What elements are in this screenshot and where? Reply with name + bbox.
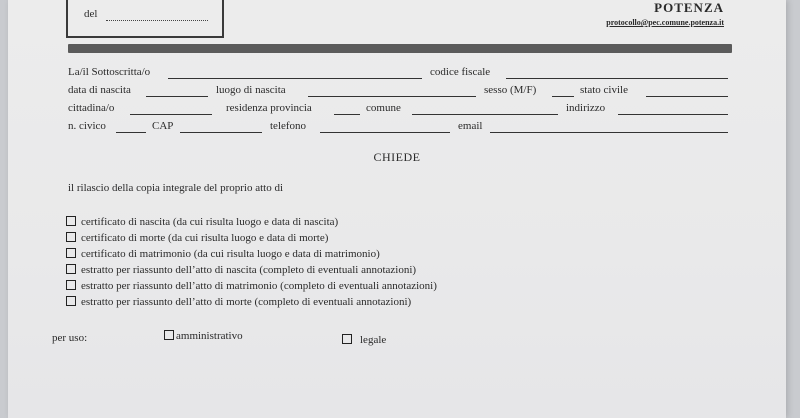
row-sottoscritto — [68, 66, 732, 82]
sesso-field[interactable] — [552, 96, 574, 97]
option-estratto-matrimonio[interactable] — [66, 280, 437, 292]
telefono-label: telefono — [270, 120, 307, 132]
checkbox-estratto-matrimonio[interactable] — [66, 280, 76, 290]
residenza-provincia-label: residenza provincia — [226, 102, 312, 114]
codice-fiscale-field[interactable] — [506, 78, 728, 79]
comune-field[interactable] — [412, 114, 558, 115]
sesso-label: sesso (M/F) — [484, 84, 537, 96]
amministrativo-label: amministrativo — [176, 330, 243, 342]
civico-field[interactable] — [116, 132, 146, 133]
comune-label: comune — [366, 102, 401, 114]
pec-email: protocollo@pec.comune.potenza.it — [606, 18, 724, 27]
legale-label: legale — [360, 334, 387, 346]
option-estratto-matrimonio-label: estratto per riassunto dell’atto di matrimonio (completo di eventuali annotazioni) — [81, 280, 437, 292]
option-nascita[interactable] — [66, 216, 338, 228]
option-matrimonio[interactable] — [66, 248, 380, 260]
option-nascita-label: certificato di nascita (da cui risulta luogo e data di nascita) — [81, 216, 339, 228]
telefono-field[interactable] — [320, 132, 450, 133]
row-contatti — [68, 120, 732, 136]
checkbox-nascita[interactable] — [66, 216, 76, 226]
cap-field[interactable] — [180, 132, 262, 133]
uso-legale[interactable] — [342, 334, 386, 346]
option-estratto-morte-label: estratto per riassunto dell’atto di morte (completo di eventuali annotazioni) — [81, 296, 412, 308]
rilascio-text: il rilascio della copia integrale del proprio atto di — [68, 182, 284, 194]
cap-label: CAP — [152, 120, 174, 132]
luogo-nascita-field[interactable] — [308, 96, 476, 97]
indirizzo-field[interactable] — [618, 114, 728, 115]
header-divider — [68, 44, 732, 53]
del-label: del — [84, 8, 98, 20]
checkbox-matrimonio[interactable] — [66, 248, 76, 258]
del-field[interactable] — [106, 20, 208, 21]
codice-fiscale-label: codice fiscale — [430, 66, 491, 78]
data-nascita-field[interactable] — [146, 96, 208, 97]
option-estratto-nascita[interactable] — [66, 264, 416, 276]
stato-civile-label: stato civile — [580, 84, 628, 96]
city-title: POTENZA — [654, 0, 724, 15]
option-matrimonio-label: certificato di matrimonio (da cui risulta luogo e data di matrimonio) — [81, 248, 380, 260]
row-residenza — [68, 102, 732, 118]
residenza-provincia-field[interactable] — [334, 114, 360, 115]
option-estratto-nascita-label: estratto per riassunto dell’atto di nascita (completo di eventuali annotazioni) — [81, 264, 417, 276]
chiede-heading: CHIEDE — [373, 150, 421, 164]
stato-civile-field[interactable] — [646, 96, 728, 97]
row-nascita — [68, 84, 732, 100]
sottoscritto-label: La/il Sottoscritta/o — [68, 66, 151, 78]
checkbox-estratto-nascita[interactable] — [66, 264, 76, 274]
option-morte[interactable] — [66, 232, 328, 244]
checkbox-estratto-morte[interactable] — [66, 296, 76, 306]
indirizzo-label: indirizzo — [566, 102, 606, 114]
email-field[interactable] — [490, 132, 728, 133]
email-label: email — [458, 120, 483, 132]
checkbox-amministrativo[interactable] — [164, 330, 174, 340]
civico-label: n. civico — [68, 120, 106, 132]
option-estratto-morte[interactable] — [66, 296, 411, 308]
uso-amministrativo[interactable] — [164, 330, 243, 342]
date-box — [66, 0, 224, 38]
cittadino-field[interactable] — [130, 114, 212, 115]
checkbox-morte[interactable] — [66, 232, 76, 242]
sottoscritto-field[interactable] — [168, 78, 422, 79]
form-paper — [8, 0, 786, 418]
uso-label: per uso: — [52, 332, 88, 344]
cittadino-label: cittadina/o — [68, 102, 115, 114]
option-morte-label: certificato di morte (da cui risulta luogo e data di morte) — [81, 232, 329, 244]
data-nascita-label: data di nascita — [68, 84, 131, 96]
luogo-nascita-label: luogo di nascita — [216, 84, 286, 96]
checkbox-legale[interactable] — [342, 334, 352, 344]
